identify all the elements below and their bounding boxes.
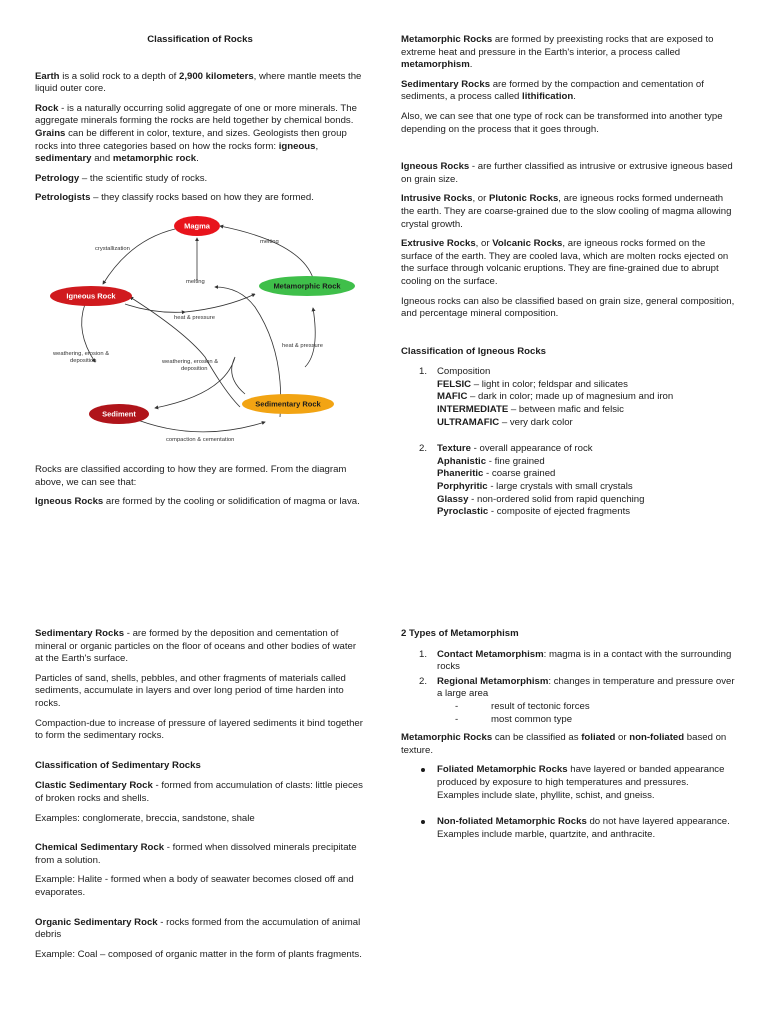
arrow-compaction xyxy=(130,417,265,432)
text: most common type xyxy=(491,713,573,725)
text: result of tectonic forces xyxy=(491,700,590,712)
text: based on texture. xyxy=(401,732,727,756)
term-igneous: igneous xyxy=(278,140,316,152)
text: . xyxy=(196,153,199,165)
text: , xyxy=(315,140,319,152)
left-column-bottom xyxy=(35,628,365,968)
foliated-examples: Examples include slate, phyllite, schist, and gneiss. xyxy=(437,789,655,801)
rock-cycle-diagram xyxy=(35,212,365,452)
term-igneous-rocks: Igneous Rocks xyxy=(401,161,470,173)
label-compaction: compaction & cementation xyxy=(166,436,235,443)
term-mafic: MAFIC xyxy=(437,391,468,403)
sedimentary-paragraph xyxy=(401,79,736,104)
non-foliated-examples: Examples include marble, quartzite, and anthracite. xyxy=(437,828,656,840)
term-igneous-rocks: Igneous Rocks xyxy=(35,496,104,508)
metamorphism-types-list xyxy=(401,649,736,727)
list-item-composition xyxy=(401,366,736,429)
term-foliated: foliated xyxy=(581,732,616,744)
earth-paragraph xyxy=(35,71,365,96)
also-paragraph: Also, we can see that one type of rock can be transformed into another type depending on the process that it goes through. xyxy=(401,110,723,135)
metamorphic-paragraph xyxy=(401,34,736,72)
text: - overall appearance of rock xyxy=(470,443,593,455)
term-volcanic: Volcanic Rocks xyxy=(492,238,563,250)
bullet-icon xyxy=(421,820,425,824)
clastic-paragraph xyxy=(35,780,365,805)
text: - are further classified as intrusive or extrusive igneous based on grain size. xyxy=(401,161,733,185)
list-number: 2. xyxy=(419,675,428,687)
bullet-non-foliated xyxy=(401,816,736,841)
composition-label: Composition xyxy=(437,366,491,378)
text: , or xyxy=(475,238,493,250)
rock-paragraph xyxy=(35,103,365,166)
label-heat-pressure-left: heat & pressure xyxy=(174,314,215,321)
term-metamorphic-rocks: Metamorphic Rocks xyxy=(401,732,493,744)
list-number: 1. xyxy=(419,366,428,378)
text: have layered or banded appearance produced by exposure to high temperatures and pressures. xyxy=(437,764,725,788)
dash-marker: - xyxy=(455,713,459,725)
foliated-classification-paragraph xyxy=(401,732,736,757)
text: . xyxy=(469,59,473,71)
list-number: 2. xyxy=(419,443,428,455)
list-item-texture xyxy=(401,443,736,519)
term-metamorphic: metamorphic rock xyxy=(112,153,197,165)
term-sedimentary: sedimentary xyxy=(35,153,92,165)
right-column-bottom xyxy=(401,628,736,855)
term-glassy: Glassy xyxy=(437,493,469,505)
text: . xyxy=(573,91,576,103)
chemical-paragraph xyxy=(35,842,365,867)
term-phaneritic: Phaneritic xyxy=(437,468,484,480)
arrow-melting-metamorphic xyxy=(220,226,313,278)
composition-item xyxy=(437,417,736,430)
bullet-icon xyxy=(421,768,425,772)
text: – they classify rocks based on how they are formed. xyxy=(90,192,314,204)
text: , are igneous rocks formed underneath the earth. They are coarse-grained due to the slow cooling of magma allowing crystal growth. xyxy=(401,193,732,230)
text: : magma is in a contact with the surrounding rocks xyxy=(437,648,732,673)
text: - formed when dissolved minerals precipitate from a solution. xyxy=(35,842,357,866)
dash-marker: - xyxy=(455,700,459,712)
text: - composite of ejected fragments xyxy=(488,506,631,518)
text: are formed by the cooling or solidification of magma or lava. xyxy=(103,496,360,508)
label-weathering-mid-1: weathering, erosion & xyxy=(162,358,219,365)
metamorphic-label: Metamorphic Rock xyxy=(273,281,341,291)
right-column-top xyxy=(401,34,736,525)
term-organic: Organic Sedimentary Rock xyxy=(35,916,158,928)
term-clastic: Clastic Sedimentary Rock xyxy=(35,780,153,792)
term-felsic: FELSIC xyxy=(437,378,472,390)
term-earth: Earth xyxy=(35,70,60,82)
spacer xyxy=(401,328,736,346)
text: – dark in color; made up of magnesium and iron xyxy=(467,391,674,403)
arrow-heat-pressure-right xyxy=(305,308,315,367)
sedimentary-label: Sedimentary Rock xyxy=(255,399,321,409)
term-pyroclastic: Pyroclastic xyxy=(437,506,489,518)
term-texture: Texture xyxy=(437,443,471,455)
organic-example: Example: Coal – composed of organic matter in the form of plants fragments. xyxy=(35,948,362,960)
list-item-contact xyxy=(401,649,736,674)
texture-label xyxy=(437,443,736,456)
compaction-paragraph: Compaction-due to increase of pressure of layered sediments it bind together to form the sedimentary rocks. xyxy=(35,717,363,742)
igneous-classification-list xyxy=(401,366,736,519)
term-plutonic: Plutonic Rocks xyxy=(488,193,559,205)
term-petrologists: Petrologists xyxy=(35,192,91,204)
spacer xyxy=(401,143,736,161)
text: , or xyxy=(472,193,489,205)
text: - is a naturally occurring solid aggregate of one or more minerals. The aggregate minerals forming the rocks are held together by chemical bonds. xyxy=(35,102,357,127)
intrusive-paragraph xyxy=(401,193,736,231)
text: - are formed by the deposition and cementation of mineral or organic particles on the floor of oceans and other bodies of water at the Earth's surface. xyxy=(35,628,357,665)
term-porphyritic: Porphyritic xyxy=(437,481,488,493)
term-metamorphic-rocks: Metamorphic Rocks xyxy=(401,34,493,45)
term-foliated-rocks: Foliated Metamorphic Rocks xyxy=(437,764,568,776)
text: , are igneous rocks formed on the surface of the earth. They are cooled lava, which are molten rocks ejected on the surface through volcanic eruptions. They are fine-grained due to abrupt cooling on the surface. xyxy=(401,238,729,287)
text: and xyxy=(91,153,113,165)
texture-item xyxy=(437,468,736,481)
extrusive-paragraph xyxy=(401,238,736,288)
label-weathering-left-1: weathering, erosion & xyxy=(53,350,110,357)
left-column-top xyxy=(35,34,365,516)
magma-label: Magma xyxy=(184,221,210,231)
regional-sublist xyxy=(437,701,736,726)
label-crystallization: crystallization xyxy=(95,245,130,252)
igneous-classification-heading: Classification of Igneous Rocks xyxy=(401,345,547,357)
term-petrology: Petrology xyxy=(35,172,80,184)
grain-size-paragraph: Igneous rocks can also be classified based on grain size, general composition, and percentage mineral composition. xyxy=(401,295,735,320)
texture-item xyxy=(437,494,736,507)
particles-paragraph: Particles of sand, shells, pebbles, and other fragments of materials called sediments, accumulate in layers and over long period of time harden into rocks. xyxy=(35,672,346,709)
sedimentary-classification-heading: Classification of Sedimentary Rocks xyxy=(35,759,201,771)
text: – the scientific study of rocks. xyxy=(79,172,208,184)
text: – between mafic and felsic xyxy=(508,404,624,416)
sublist-item xyxy=(455,701,736,714)
sedimentary-rocks-paragraph xyxy=(35,628,365,666)
spacer xyxy=(35,832,365,842)
term-depth: 2,900 kilometers xyxy=(179,70,254,82)
text: are formed by preexisting rocks that are exposed to extreme heat and pressure in the Earth's interior, a process called xyxy=(401,34,714,58)
text: : changes in temperature and pressure over a large area xyxy=(437,675,735,700)
label-melting-top: melting xyxy=(260,238,279,245)
texture-item xyxy=(437,481,736,494)
sediment-label: Sediment xyxy=(102,409,136,419)
text: – very dark color xyxy=(499,416,573,428)
spacer xyxy=(35,750,365,760)
term-non-foliated: non-foliated xyxy=(629,732,685,744)
text: , where mantle meets the liquid outer core. xyxy=(35,70,362,95)
text: - large crystals with small crystals xyxy=(487,481,633,493)
metamorphism-types-heading: 2 Types of Metamorphism xyxy=(401,628,519,639)
text: are formed by the compaction and cementation of sediments, a process called xyxy=(401,78,704,103)
term-contact-metamorphism: Contact Metamorphism xyxy=(437,648,544,660)
composition-item xyxy=(437,391,736,404)
label-melting-mid: melting xyxy=(186,278,205,285)
term-ultramafic: ULTRAMAFIC xyxy=(437,416,500,428)
classified-paragraph: Rocks are classified according to how they are formed. From the diagram above, we can see that: xyxy=(35,463,347,488)
text: can be different in color, texture, and sizes. Geologists then group rocks into three categories based on how the rocks form: xyxy=(35,127,347,152)
texture-item xyxy=(437,456,736,469)
page-title: Classification of Rocks xyxy=(147,34,253,45)
text: - coarse grained xyxy=(483,468,556,480)
arrow-weathering-mid-2 xyxy=(130,297,240,407)
clastic-examples: Examples: conglomerate, breccia, sandstone, shale xyxy=(35,812,255,824)
sublist-item xyxy=(455,714,736,727)
arrow-heat-pressure-left xyxy=(125,304,185,312)
term-extrusive: Extrusive Rocks xyxy=(401,238,476,250)
label-heat-pressure-right: heat & pressure xyxy=(282,342,323,349)
list-item-regional xyxy=(401,676,736,726)
composition-item xyxy=(437,379,736,392)
term-chemical: Chemical Sedimentary Rock xyxy=(35,842,165,854)
term-regional-metamorphism: Regional Metamorphism xyxy=(437,675,549,687)
text: - non-ordered solid from rapid quenching xyxy=(468,493,645,505)
text: - formed from accumulation of clasts: little pieces of broken rocks and shells. xyxy=(35,780,363,804)
term-rock: Rock xyxy=(35,102,59,114)
text: is a solid rock to a depth of xyxy=(59,70,179,82)
organic-paragraph xyxy=(35,917,365,942)
foliation-bullet-list xyxy=(401,764,736,841)
igneous-paragraph xyxy=(35,496,365,509)
chemical-example: Example: Halite - formed when a body of seawater becomes closed off and evaporates. xyxy=(35,874,354,898)
arrow-crystallization xyxy=(103,229,175,284)
composition-item xyxy=(437,404,736,417)
term-aphanistic: Aphanistic xyxy=(437,455,487,467)
term-intrusive: Intrusive Rocks xyxy=(401,193,473,205)
term-sedimentary-rocks: Sedimentary Rocks xyxy=(35,628,125,639)
term-sedimentary-rocks: Sedimentary Rocks xyxy=(401,78,491,90)
term-metamorphism: metamorphism xyxy=(401,59,470,71)
text: do not have layered appearance. xyxy=(586,816,730,828)
list-number: 1. xyxy=(419,648,428,660)
petrology-paragraph xyxy=(35,173,365,186)
igneous-label: Igneous Rock xyxy=(66,291,116,301)
bullet-foliated xyxy=(401,764,736,802)
text: or xyxy=(615,732,630,744)
text: - rocks formed from the accumulation of animal debris xyxy=(35,916,361,941)
texture-item xyxy=(437,506,736,519)
text: can be classified as xyxy=(492,732,582,744)
text: - fine grained xyxy=(486,455,545,467)
term-non-foliated-rocks: Non-foliated Metamorphic Rocks xyxy=(437,816,587,828)
label-weathering-mid-2: deposition xyxy=(181,365,208,372)
term-grains: Grains xyxy=(35,127,66,139)
term-lithification: lithification xyxy=(522,91,574,103)
petrologists-paragraph xyxy=(35,192,365,205)
spacer xyxy=(35,907,365,917)
text: – light in color; feldspar and silicates xyxy=(471,378,628,390)
label-weathering-left-2: deposition xyxy=(70,357,97,364)
rock-cycle-svg xyxy=(35,212,365,452)
igneous-further-paragraph xyxy=(401,161,736,186)
term-intermediate: INTERMEDIATE xyxy=(437,404,509,416)
